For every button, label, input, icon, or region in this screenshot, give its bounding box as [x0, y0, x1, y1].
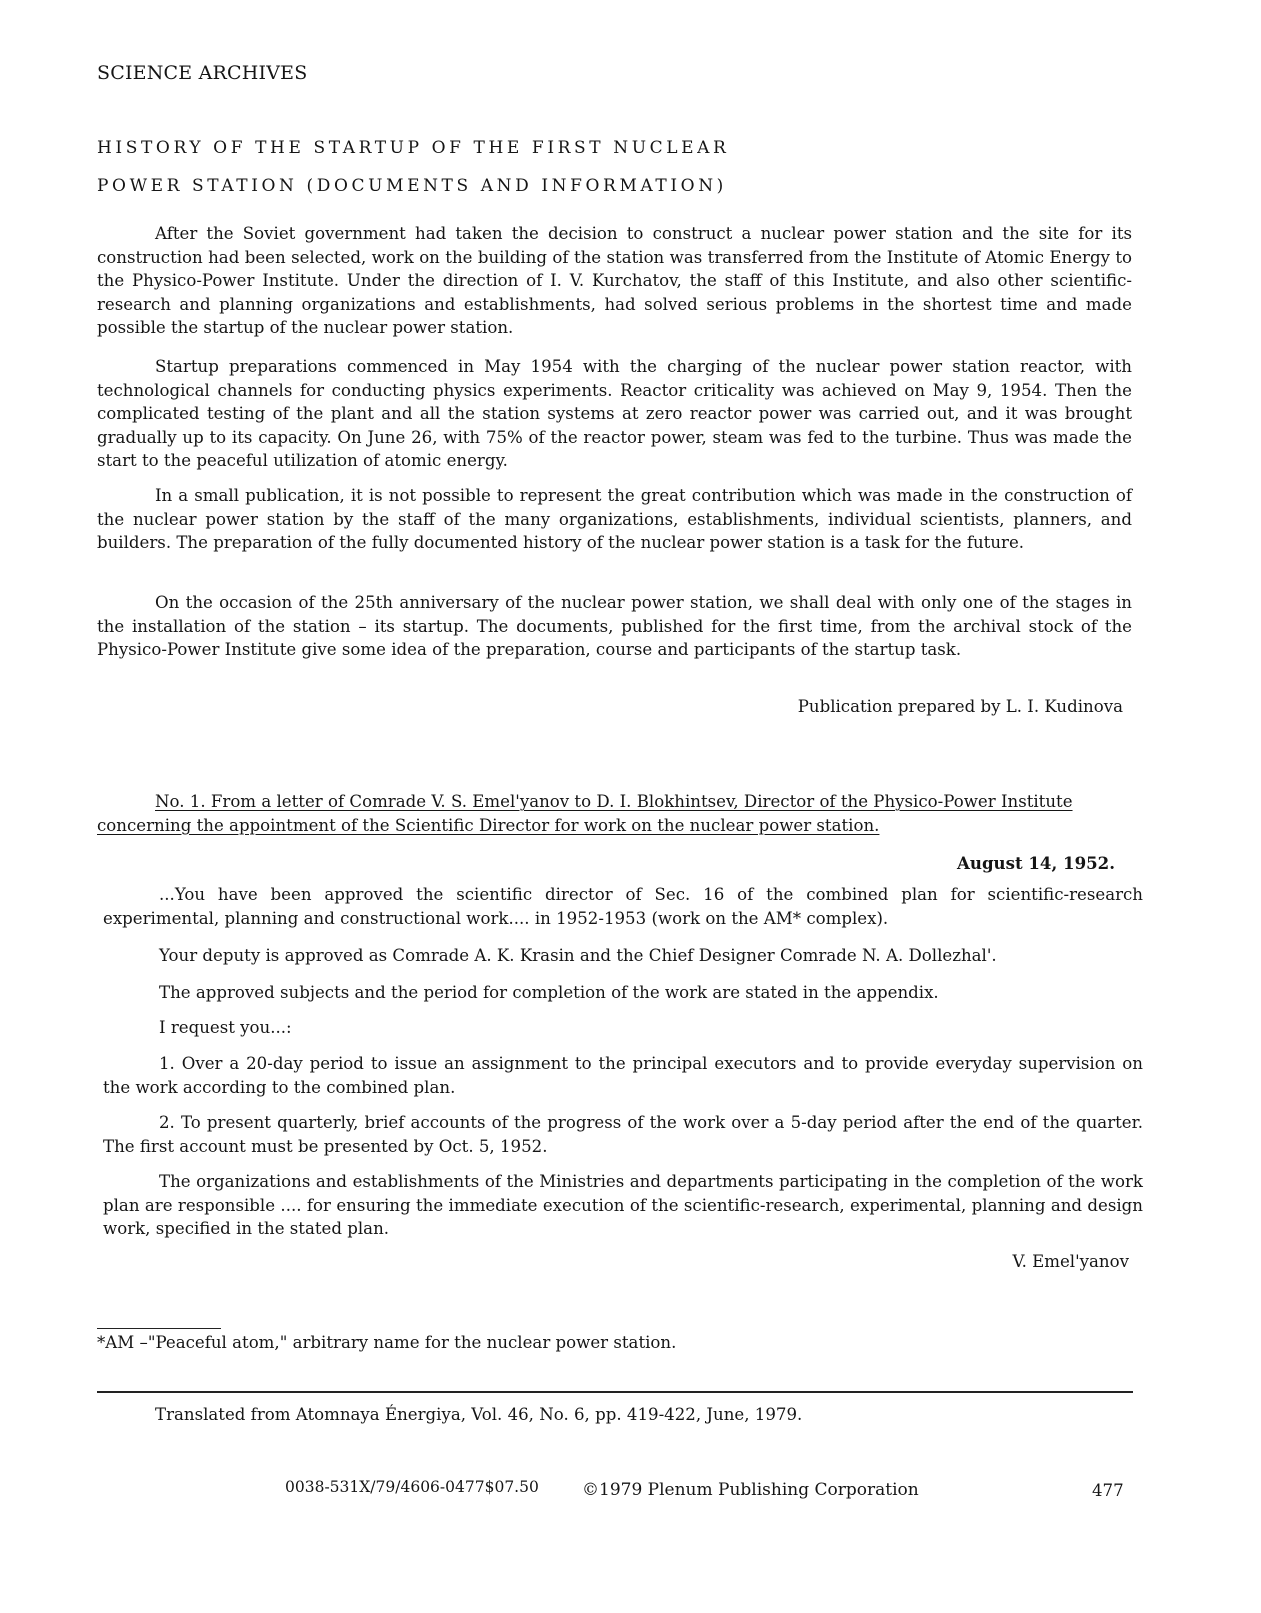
- letter-paragraph: 1. Over a 20-day period to issue an assignment to the principal executors and to provide everyday supervision on the work according to the combined plan.: [103, 1054, 1143, 1097]
- document-heading: No. 1. From a letter of Comrade V. S. Emel'yanov to D. I. Blokhintsev, Director of the Physico-Power Institute concerning the appointment of the Scientific Director for work on the nuclear power station.: [97, 792, 1073, 835]
- intro-paragraph: After the Soviet government had taken the decision to construct a nuclear power station and the site for its construction had been selected, work on the building of the station was transferred from the Institute of Atomic Energy to the Physico-Power Institute. Under the direction of I. V. Kurchatov, the staff of this Institute, and also other scientific-research and planning organizations and establishments, had solved serious problems in the shortest time and made possible the startup of the nuclear power station.: [97, 224, 1132, 337]
- letter-paragraph: ...You have been approved the scientific director of Sec. 16 of the combined plan for scientific-research experimental, planning and constructional work.... in 1952-1953 (work on the AM* complex).: [103, 885, 1143, 928]
- copyright: ©1979 Plenum Publishing Corporation: [582, 1480, 919, 1500]
- letter-paragraph: The organizations and establishments of the Ministries and departments participating in the completion of the work plan are responsible .... for ensuring the immediate execution of the scientific-research, experimental, planning and design work, specified in the stated plan.: [103, 1172, 1143, 1238]
- letter-paragraph: I request you...:: [159, 1018, 292, 1037]
- footer-divider: [97, 1391, 1133, 1393]
- letter-paragraph: Your deputy is approved as Comrade A. K. Krasin and the Chief Designer Comrade N. A. Dollezhal'.: [159, 946, 997, 965]
- page-number: 477: [1092, 1481, 1124, 1500]
- article-title-line-2: POWER STATION (DOCUMENTS AND INFORMATION): [97, 176, 727, 196]
- letter-paragraph: 2. To present quarterly, brief accounts of the progress of the work over a 5-day period after the end of the quarter. The first account must be presented by Oct. 5, 1952.: [103, 1113, 1143, 1156]
- section-heading: SCIENCE ARCHIVES: [97, 62, 308, 84]
- article-title-line-1: HISTORY OF THE STARTUP OF THE FIRST NUCLEAR: [97, 138, 730, 158]
- footnote: *AM –"Peaceful atom," arbitrary name for the nuclear power station.: [97, 1333, 677, 1352]
- letter-paragraph: The approved subjects and the period for completion of the work are stated in the appendix.: [159, 983, 939, 1002]
- translation-note: Translated from Atomnaya Énergiya, Vol. 46, No. 6, pp. 419-422, June, 1979.: [155, 1405, 803, 1424]
- intro-paragraph: Startup preparations commenced in May 1954 with the charging of the nuclear power station reactor, with technological channels for conducting physics experiments. Reactor criticality was achieved on May 9, 1954. Then the complicated testing of the plant and all the station systems at zero reactor power was carried out, and it was brought gradually up to its capacity. On June 26, with 75% of the reactor power, steam was fed to the turbine. Thus was made the start to the peaceful utilization of atomic energy.: [97, 357, 1132, 470]
- letter-date: August 14, 1952.: [957, 853, 1115, 873]
- letter-signature: V. Emel'yanov: [1012, 1252, 1129, 1271]
- intro-paragraph: On the occasion of the 25th anniversary of the nuclear power station, we shall deal with only one of the stages in the installation of the station – its startup. The documents, published for the first time, from the archival stock of the Physico-Power Institute give some idea of the preparation, course and participants of the startup task.: [97, 593, 1132, 659]
- prepared-by: Publication prepared by L. I. Kudinova: [797, 697, 1123, 716]
- publication-code: 0038-531X/79/4606-0477$07.50: [285, 1478, 539, 1496]
- intro-paragraph: In a small publication, it is not possible to represent the great contribution which was made in the construction of the nuclear power station by the staff of the many organizations, establishments, individual scientists, planners, and builders. The preparation of the fully documented history of the nuclear power station is a task for the future.: [97, 486, 1132, 552]
- footnote-divider: [97, 1328, 221, 1329]
